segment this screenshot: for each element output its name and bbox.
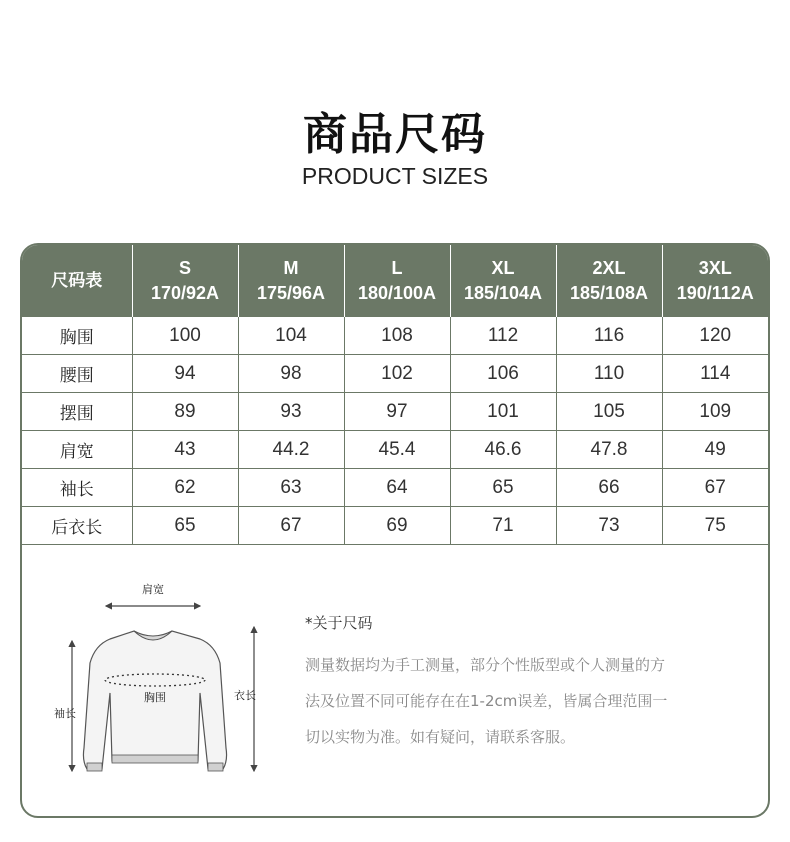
size-notes-title: *关于尺码 (305, 614, 373, 632)
size-spec: 175/96A (256, 283, 326, 303)
size-spec: 185/104A (463, 283, 543, 303)
table-cell: 64 (344, 469, 450, 507)
size-chart-card (20, 243, 770, 818)
table-cell: 110 (556, 355, 662, 393)
sleeve-length-label: 袖长 (54, 707, 76, 720)
size-notes-body (305, 647, 755, 755)
sweater-measurement-diagram (50, 573, 280, 793)
table-cell: 47.8 (556, 431, 662, 469)
size-spec: 185/108A (569, 283, 649, 303)
measurement-label: 摆围 (22, 393, 132, 431)
size-column-header (662, 245, 768, 317)
sweater-right-cuff (208, 763, 223, 771)
table-cell: 67 (662, 469, 768, 507)
table-cell: 94 (132, 355, 238, 393)
table-cell: 120 (662, 317, 768, 355)
table-cell: 100 (132, 317, 238, 355)
table-cell: 73 (556, 507, 662, 545)
measurement-label: 胸围 (22, 317, 132, 355)
table-cell: 97 (344, 393, 450, 431)
table-cell: 66 (556, 469, 662, 507)
size-column-header (238, 245, 344, 317)
size-table-header-row (22, 245, 768, 317)
table-cell: 102 (344, 355, 450, 393)
shoulder-width-label: 肩宽 (142, 583, 164, 596)
sweater-left-cuff (87, 763, 102, 771)
table-row (22, 393, 768, 431)
size-notes (305, 612, 755, 755)
measurement-label: 袖长 (22, 469, 132, 507)
table-cell: 62 (132, 469, 238, 507)
table-cell: 112 (450, 317, 556, 355)
table-row (22, 507, 768, 545)
size-name: 3XL (698, 258, 732, 278)
table-cell: 46.6 (450, 431, 556, 469)
size-name: 2XL (592, 258, 626, 278)
body-length-label: 衣长 (234, 689, 256, 702)
table-cell: 43 (132, 431, 238, 469)
table-cell: 106 (450, 355, 556, 393)
table-cell: 114 (662, 355, 768, 393)
table-cell: 65 (132, 507, 238, 545)
table-cell: 44.2 (238, 431, 344, 469)
chest-label: 胸围 (144, 691, 166, 704)
measurement-label: 腰围 (22, 355, 132, 393)
size-name: M (283, 258, 299, 278)
table-cell: 89 (132, 393, 238, 431)
size-table (22, 245, 768, 545)
size-spec: 190/112A (676, 283, 754, 303)
size-notes-line: 切以实物为准。如有疑问，请联系客服。 (305, 728, 576, 746)
size-name: XL (491, 258, 515, 278)
table-cell: 98 (238, 355, 344, 393)
table-cell: 71 (450, 507, 556, 545)
table-cell: 116 (556, 317, 662, 355)
size-name: S (178, 258, 191, 278)
table-cell: 63 (238, 469, 344, 507)
table-row (22, 469, 768, 507)
size-notes-line: 法及位置不同可能存在在1-2cm误差，皆属合理范围一 (305, 692, 668, 710)
table-cell: 69 (344, 507, 450, 545)
size-column-header (132, 245, 238, 317)
table-cell: 65 (450, 469, 556, 507)
size-spec: 170/92A (150, 283, 220, 303)
table-row (22, 355, 768, 393)
size-column-header (344, 245, 450, 317)
measurement-label: 肩宽 (22, 431, 132, 469)
table-row (22, 431, 768, 469)
table-cell: 67 (238, 507, 344, 545)
size-column-header (556, 245, 662, 317)
table-cell: 105 (556, 393, 662, 431)
page-title: 商品尺码 (303, 109, 487, 160)
size-spec: 180/100A (357, 283, 437, 303)
table-cell: 109 (662, 393, 768, 431)
table-cell: 45.4 (344, 431, 450, 469)
table-cell: 49 (662, 431, 768, 469)
page-subtitle: PRODUCT SIZES (301, 163, 489, 189)
measurement-label: 后衣长 (22, 507, 132, 545)
size-column-header (450, 245, 556, 317)
table-cell: 108 (344, 317, 450, 355)
table-cell: 101 (450, 393, 556, 431)
size-notes-line: 测量数据均为手工测量，部分个性版型或个人测量的方 (305, 656, 666, 674)
size-name: L (391, 258, 403, 278)
table-cell: 93 (238, 393, 344, 431)
table-cell: 75 (662, 507, 768, 545)
sweater-hem (112, 755, 198, 763)
size-table-corner-label: 尺码表 (22, 245, 132, 317)
table-row (22, 317, 768, 355)
table-cell: 104 (238, 317, 344, 355)
